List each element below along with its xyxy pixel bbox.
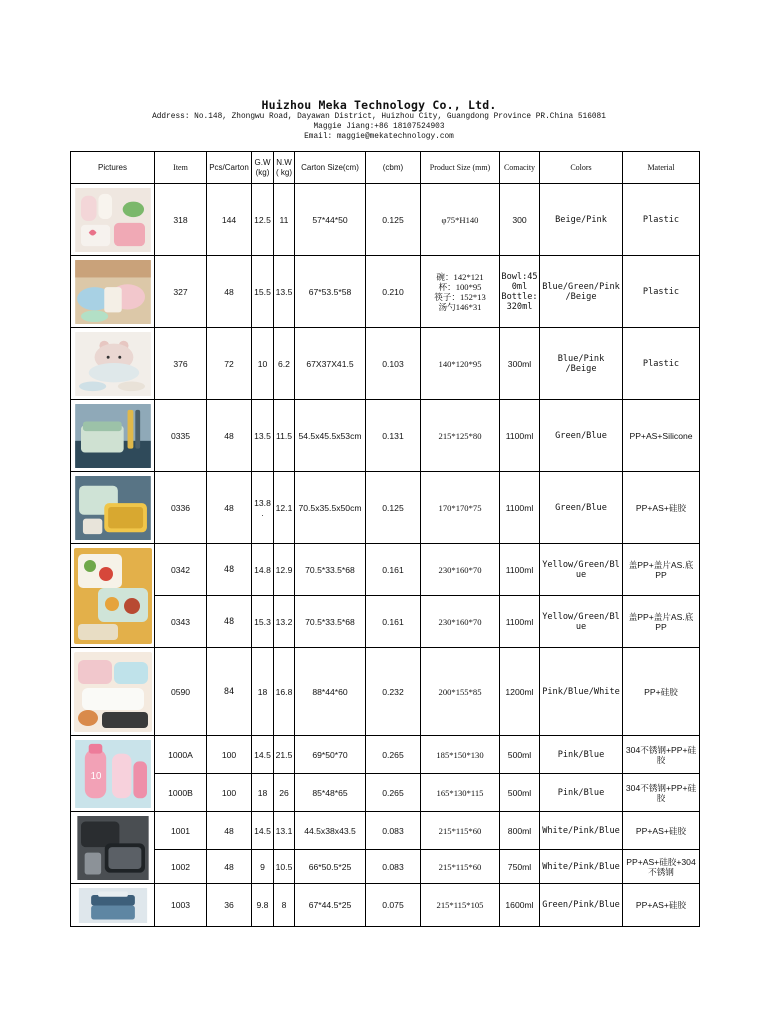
cell-size: 185*150*130 (421, 736, 500, 774)
product-picture-cell (71, 736, 155, 812)
company-name: Huizhou Meka Technology Co., Ltd. (261, 98, 497, 112)
col-header-product-size: Product Size (mm) (421, 152, 500, 184)
cell-capacity: 500ml (500, 774, 540, 812)
cell-size: φ75*H140 (421, 184, 500, 256)
cell-capacity: 500ml (500, 736, 540, 774)
cell-size: 碗：142*121 杯：100*95 筷子：152*13 汤勺146*31 (421, 256, 500, 328)
cell-pcs: 100 (207, 774, 252, 812)
cell-pcs: 48 (207, 812, 252, 850)
cell-cbm: 0.125 (366, 184, 421, 256)
cell-material: PP+AS+硅胶 (623, 812, 700, 850)
cell-item: 0590 (155, 648, 207, 736)
cell-size: 215*115*60 (421, 812, 500, 850)
product-spec-table (70, 151, 700, 927)
product-picture-cell (71, 184, 155, 256)
cell-item: 0342 (155, 544, 207, 596)
col-header-colors: Colors (540, 152, 623, 184)
cell-nw: 12.9 (274, 544, 295, 596)
cell-gw: 14.5 (252, 736, 274, 774)
cell-material: 304不锈钢+PP+硅胶 (623, 736, 700, 774)
bowl-cup-set-icon (74, 260, 152, 324)
cell-pcs: 48 (207, 596, 252, 648)
cell-capacity: 300 (500, 184, 540, 256)
company-address: Address: No.148, Zhongwu Road, Dayawan District, Huizhou City, Guangdong Province PR.China 516081 (152, 113, 606, 121)
cell-pcs: 48 (207, 400, 252, 472)
cell-carton: 70.5*33.5*68 (295, 544, 366, 596)
cell-size: 200*155*85 (421, 648, 500, 736)
cell-nw: 12.1 (274, 472, 295, 544)
cell-item: 0336 (155, 472, 207, 544)
cell-material: 盖PP+盖片AS.底PP (623, 596, 700, 648)
document-header (0, 99, 758, 142)
cell-size: 230*160*70 (421, 596, 500, 648)
cell-carton: 44.5x38x43.5 (295, 812, 366, 850)
cell-nw: 13.2 (274, 596, 295, 648)
table-row (71, 472, 700, 544)
cell-size: 170*170*75 (421, 472, 500, 544)
table-header-row (71, 152, 700, 184)
cell-pcs: 72 (207, 328, 252, 400)
cell-carton: 70.5x35.5x50cm (295, 472, 366, 544)
cell-cbm: 0.131 (366, 400, 421, 472)
cell-colors: Green/Blue (540, 400, 623, 472)
cell-colors: Green/Pink/Blue (540, 884, 623, 927)
cell-material: Plastic (623, 256, 700, 328)
cell-colors: White/Pink/Blue (540, 850, 623, 884)
product-picture-cell (71, 472, 155, 544)
cell-nw: 16.8 (274, 648, 295, 736)
cell-pcs: 48 (207, 850, 252, 884)
cell-cbm: 0.075 (366, 884, 421, 927)
cell-size: 215*115*105 (421, 884, 500, 927)
cell-size: 215*125*80 (421, 400, 500, 472)
table-row (71, 736, 700, 774)
cell-capacity: 1100ml (500, 400, 540, 472)
svg-text:10: 10 (90, 770, 101, 782)
cell-cbm: 0.161 (366, 544, 421, 596)
cell-item: 1000A (155, 736, 207, 774)
cell-colors: Beige/Pink (540, 184, 623, 256)
cell-carton: 85*48*65 (295, 774, 366, 812)
cell-pcs: 84 (207, 648, 252, 736)
cell-capacity: 1100ml (500, 472, 540, 544)
table-row (71, 812, 700, 850)
col-header-gross-weight: G.W (kg) (252, 152, 274, 184)
cell-material: Plastic (623, 328, 700, 400)
cell-item: 0343 (155, 596, 207, 648)
cell-gw: 10 (252, 328, 274, 400)
table-row (71, 328, 700, 400)
pastel-boxes-icon (74, 652, 152, 732)
blue-stacked-box-icon (74, 888, 152, 923)
cell-size: 165*130*115 (421, 774, 500, 812)
product-picture-cell (71, 544, 155, 648)
cell-material: PP+硅胶 (623, 648, 700, 736)
cell-gw: 13.8. (252, 472, 274, 544)
col-header-net-weight: N.W( kg) (274, 152, 295, 184)
cell-colors: Yellow/Green/Blue (540, 596, 623, 648)
table-row (71, 648, 700, 736)
cell-capacity: 800ml (500, 812, 540, 850)
cell-cbm: 0.210 (366, 256, 421, 328)
cell-item: 1001 (155, 812, 207, 850)
contact-line: Maggie Jiang:+86 18107524903 (313, 123, 445, 131)
cell-carton: 67*44.5*25 (295, 884, 366, 927)
cell-carton: 67*53.5*58 (295, 256, 366, 328)
dark-lunchbox-icon (74, 816, 152, 880)
cell-pcs: 48 (207, 256, 252, 328)
cell-carton: 66*50.5*25 (295, 850, 366, 884)
cell-capacity: 1200ml (500, 648, 540, 736)
cell-size: 140*120*95 (421, 328, 500, 400)
cell-cbm: 0.265 (366, 774, 421, 812)
cell-cbm: 0.083 (366, 812, 421, 850)
cell-carton: 69*50*70 (295, 736, 366, 774)
cell-cbm: 0.265 (366, 736, 421, 774)
cell-gw: 13.5 (252, 400, 274, 472)
product-picture-cell (71, 400, 155, 472)
bento-food-icon (74, 548, 152, 644)
cell-size: 215*115*60 (421, 850, 500, 884)
cell-colors: Pink/Blue (540, 736, 623, 774)
cell-gw: 14.8 (252, 544, 274, 596)
col-header-cbm: (cbm) (366, 152, 421, 184)
cell-item: 1000B (155, 774, 207, 812)
table-row (71, 256, 700, 328)
product-picture-cell (71, 328, 155, 400)
cell-gw: 18 (252, 648, 274, 736)
cell-capacity: 750ml (500, 850, 540, 884)
table-row (71, 884, 700, 927)
cell-nw: 11 (274, 184, 295, 256)
cell-pcs: 100 (207, 736, 252, 774)
cell-item: 0335 (155, 400, 207, 472)
col-header-material: Material (623, 152, 700, 184)
cell-colors: Blue/Green/Pink/Beige (540, 256, 623, 328)
cell-carton: 88*44*60 (295, 648, 366, 736)
pink-beige-cups-icon (74, 188, 152, 252)
cell-colors: Pink/Blue (540, 774, 623, 812)
product-picture-cell (71, 812, 155, 884)
cell-item: 327 (155, 256, 207, 328)
col-header-capacity: Comacity (500, 152, 540, 184)
email-line: Email: maggie@mekatechnology.com (304, 133, 454, 141)
cell-nw: 13.1 (274, 812, 295, 850)
cell-capacity: 300ml (500, 328, 540, 400)
cell-colors: Blue/Pink /Beige (540, 328, 623, 400)
cell-pcs: 48 (207, 472, 252, 544)
cell-nw: 10.5 (274, 850, 295, 884)
pink-bottle-icon (74, 740, 152, 808)
cell-carton: 57*44*50 (295, 184, 366, 256)
cell-cbm: 0.161 (366, 596, 421, 648)
bear-bowl-icon (74, 332, 152, 396)
cell-carton: 67X37X41.5 (295, 328, 366, 400)
product-picture-cell (71, 648, 155, 736)
cell-cbm: 0.103 (366, 328, 421, 400)
col-header-carton-size: Carton Size(cm) (295, 152, 366, 184)
table-row (71, 184, 700, 256)
cell-gw: 12.5 (252, 184, 274, 256)
cell-gw: 14.5 (252, 812, 274, 850)
cell-gw: 15.3 (252, 596, 274, 648)
table-row (71, 774, 700, 812)
cell-material: PP+AS+硅胶 (623, 884, 700, 927)
col-header-pcs-carton: Pcs/Carton (207, 152, 252, 184)
cell-material: PP+AS+Silicone (623, 400, 700, 472)
cell-size: 230*160*70 (421, 544, 500, 596)
cell-item: 376 (155, 328, 207, 400)
cell-carton: 54.5x45.5x53cm (295, 400, 366, 472)
cell-pcs: 48 (207, 544, 252, 596)
cell-pcs: 144 (207, 184, 252, 256)
yellow-lunchbox-icon (74, 476, 152, 540)
cell-item: 1003 (155, 884, 207, 927)
cell-capacity: 1100ml (500, 596, 540, 648)
cell-material: PP+AS+硅胶 (623, 472, 700, 544)
cell-material: PP+AS+硅胶+304不锈钢 (623, 850, 700, 884)
table-row (71, 850, 700, 884)
cell-material: Plastic (623, 184, 700, 256)
cell-colors: Yellow/Green/Blue (540, 544, 623, 596)
table-cut-edge (70, 926, 690, 927)
cell-gw: 15.5 (252, 256, 274, 328)
cell-nw: 6.2 (274, 328, 295, 400)
cell-nw: 13.5 (274, 256, 295, 328)
cell-cbm: 0.083 (366, 850, 421, 884)
cell-nw: 21.5 (274, 736, 295, 774)
cell-gw: 9 (252, 850, 274, 884)
table-row (71, 544, 700, 596)
cell-colors: Green/Blue (540, 472, 623, 544)
cell-capacity: 1100ml (500, 544, 540, 596)
cell-cbm: 0.232 (366, 648, 421, 736)
cell-capacity: Bowl:450ml Bottle:320ml (500, 256, 540, 328)
cell-colors: White/Pink/Blue (540, 812, 623, 850)
col-header-item: Item (155, 152, 207, 184)
cell-nw: 11.5 (274, 400, 295, 472)
cell-colors: Pink/Blue/White (540, 648, 623, 736)
cell-item: 1002 (155, 850, 207, 884)
cell-material: 盖PP+盖片AS.底PP (623, 544, 700, 596)
green-lunchbox-icon (74, 404, 152, 468)
cell-pcs: 36 (207, 884, 252, 927)
cell-gw: 9.8 (252, 884, 274, 927)
product-picture-cell (71, 256, 155, 328)
cell-nw: 26 (274, 774, 295, 812)
cell-item: 318 (155, 184, 207, 256)
cell-material: 304不锈钢+PP+硅胶 (623, 774, 700, 812)
cell-carton: 70.5*33.5*68 (295, 596, 366, 648)
cell-nw: 8 (274, 884, 295, 927)
col-header-pictures: Pictures (71, 152, 155, 184)
table-row (71, 400, 700, 472)
cell-capacity: 1600ml (500, 884, 540, 927)
cell-gw: 18 (252, 774, 274, 812)
cell-cbm: 0.125 (366, 472, 421, 544)
table-row (71, 596, 700, 648)
product-picture-cell (71, 884, 155, 927)
